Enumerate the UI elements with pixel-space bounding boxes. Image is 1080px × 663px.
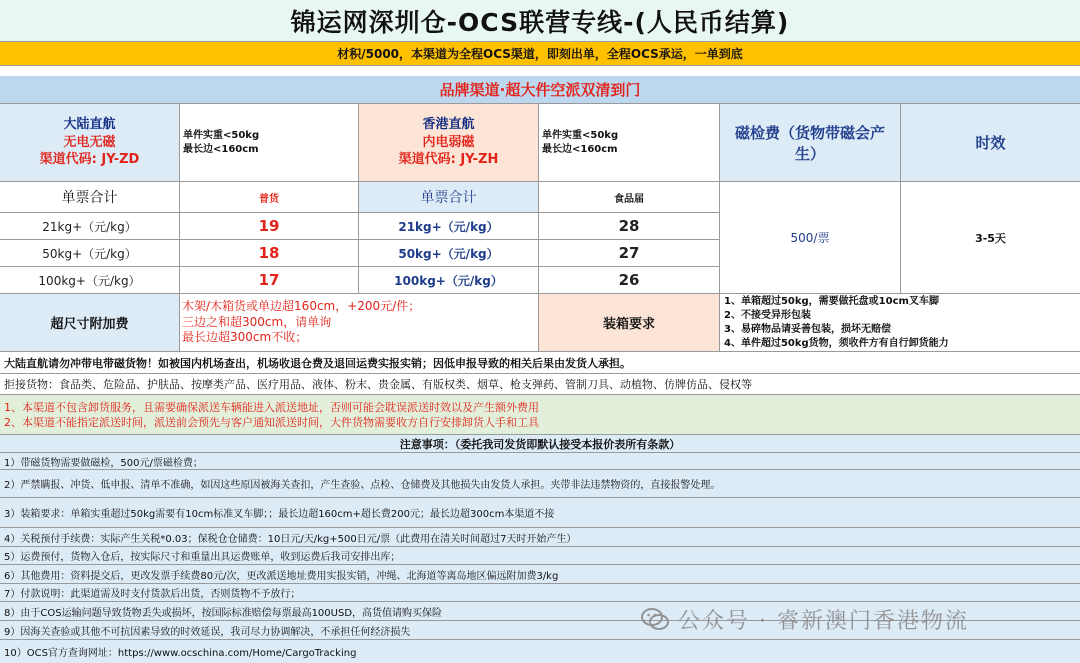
- oversize-row: [0, 294, 1080, 352]
- oversize-line: 三边之和超300cm，请单询: [182, 314, 332, 329]
- mainland-limit-length: 最长边<160cm: [183, 143, 259, 155]
- hk-limit-weight: 单件实重<50kg: [542, 130, 619, 141]
- mainland-rate-price-cell: [180, 240, 359, 266]
- magnetic-value: 500/票: [790, 231, 830, 245]
- rejected-text: 拒接货物：食品类、危险品、护肤品、按摩类产品、医疗用品、液体、粉末、贵金属、有版权类、烟草、枪支弹药、管制刀具、动植物、仿牌仿品、侵权等: [4, 378, 752, 391]
- oversize-detail-cell: [180, 294, 539, 351]
- note-text: 8）由于COS运输问题导致货物丢失或损坏，按国际标准赔偿每票最高100USD，高货值请购买保险: [4, 607, 443, 619]
- rejected-row: [0, 374, 1080, 395]
- packing-line: 1、单箱超过50kg，需要做托盘或10cm叉车脚: [724, 295, 939, 307]
- wechat-icon: [640, 606, 670, 632]
- note-text: 5）运费预付，货物入仓后，按实际尺寸和重量出具运费账单，收到运费后我司安排出库；: [4, 552, 401, 563]
- note-item: [0, 498, 1080, 528]
- hk-rate-price: 27: [618, 244, 640, 262]
- subtitle-bar: [0, 42, 1080, 66]
- note-text: 6）其他费用：资料提交后，更改发票手续费80元/次，更改派送地址费用实报实销，冲绳、北海道等离岛地区偏远附加费3/kg: [4, 570, 559, 582]
- hk-rate-label-cell: [359, 267, 539, 293]
- note-item: [0, 565, 1080, 584]
- mainland-cargo-type: 普货: [259, 193, 279, 205]
- packing-label: 装箱要求: [602, 317, 655, 332]
- brand-bar: [0, 66, 1080, 104]
- red-notes-row: [0, 395, 1080, 435]
- page-title-row: [0, 0, 1080, 42]
- mainland-channel-cell: [0, 104, 180, 181]
- mainland-desc: 无电无磁: [63, 134, 116, 150]
- magnetic-header: 磁检费（货物带磁会产生）: [734, 123, 885, 163]
- watermark-text: 公众号 · 睿新澳门香港物流: [678, 608, 969, 634]
- oversize-label: 超尺寸附加费: [50, 317, 129, 332]
- hk-desc: 内电弱磁: [422, 134, 475, 150]
- hk-rate-price: 28: [618, 217, 640, 235]
- watermark: [640, 604, 969, 634]
- hk-rate-price-cell: [539, 240, 720, 266]
- note-item: [0, 547, 1080, 565]
- warning-text: 大陆直航请勿冲带电带磁货物！如被国内机场查出，机场收退仓费及退回运费实报实销；因低申报导致的相关后果由发货人承担。: [4, 356, 631, 370]
- mainland-rate-label: 100kg+（元/kg）: [38, 273, 141, 288]
- oversize-label-cell: [0, 294, 180, 351]
- mainland-cargo-cell: [180, 182, 359, 212]
- hk-rate-price-cell: [539, 267, 720, 293]
- mainland-rate-price-cell: [180, 213, 359, 239]
- packing-detail-cell: [720, 294, 1080, 351]
- note-item: [0, 470, 1080, 498]
- mainland-rate-price: 17: [258, 271, 280, 289]
- channel-header-row: [0, 104, 1080, 182]
- note-item: [0, 453, 1080, 470]
- hk-rate-label-cell: [359, 213, 539, 239]
- hk-rate-label: 100kg+（元/kg）: [394, 273, 503, 288]
- notes-header: 注意事项：（委托我司发货即默认接受本报价表所有条款）: [399, 437, 681, 451]
- packing-line: 4、单件超过50kg货物，须收件方有自行卸货能力: [724, 337, 949, 349]
- magnetic-value-cell: [720, 182, 901, 294]
- brand-line: 品牌渠道·超大件空派双清到门: [439, 81, 641, 99]
- note-text: 7）付款说明：此渠道需及时支付货款后出货，否则货物不予放行；: [4, 589, 301, 600]
- mainland-rate-label-cell: [0, 240, 180, 266]
- warning-row: [0, 352, 1080, 374]
- hk-rate-label: 21kg+（元/kg）: [398, 219, 499, 234]
- hk-rate-label: 50kg+（元/kg）: [398, 246, 499, 261]
- mainland-code: 渠道代码: JY-ZD: [39, 152, 140, 168]
- packing-label-cell: [539, 294, 720, 351]
- magnetic-header-cell: [720, 104, 901, 181]
- note-item: [0, 584, 1080, 602]
- timing-value-cell: [901, 182, 1080, 294]
- hk-rate-price: 26: [618, 271, 640, 289]
- page-title: 锦运网深圳仓-OCS联营专线-(人民币结算): [290, 7, 790, 37]
- mainland-rate-price: 18: [258, 244, 280, 262]
- packing-line: 2、不接受异形包装: [724, 309, 811, 321]
- hk-total-label: 单票合计: [420, 190, 477, 206]
- hk-code: 渠道代码: JY-ZH: [398, 152, 499, 168]
- red-note: 1、本渠道不包含卸货服务，且需要确保派送车辆能进入派送地址，否则可能会耽误派送时效以及产生额外费用: [4, 401, 539, 414]
- note-item: [0, 640, 1080, 663]
- note-text: 4）关税预付手续费：实际产生关税*0.03；保税仓仓储费：10日元/天/kg+500日元/票（此费用在清关时间超过7天时开始产生）: [4, 533, 577, 545]
- note-text: 2）严禁瞒报、冲货、低申报、清单不准确，如因这些原因被海关查扣，产生查验、点检、仓储费及其他损失由发货人承担。夹带非法违禁物资的，直接报警处理。: [4, 480, 721, 491]
- hk-cargo-type: 食品届: [614, 193, 644, 205]
- mainland-rate-label-cell: [0, 267, 180, 293]
- hk-limit-length: 最长边<160cm: [542, 143, 618, 155]
- hk-total-cell: [359, 182, 539, 212]
- oversize-line: 最长边超300cm不收；: [182, 330, 308, 345]
- hk-channel-cell: [359, 104, 539, 181]
- timing-header-cell: [901, 104, 1080, 181]
- mainland-rate-price: 19: [258, 217, 280, 235]
- notes-header-row: [0, 435, 1080, 453]
- hk-limits-cell: [539, 104, 720, 181]
- red-note: 2、本渠道不能指定派送时间，派送前会预先与客户通知派送时间，大件货物需要收方自行安排卸货人手和工具: [4, 416, 539, 430]
- mainland-limits-cell: [180, 104, 359, 181]
- note-text: 3）装箱要求：单箱实重超过50kg需要有10cm标准叉车脚；；最长边超160cm+超长费200元；最长边超300cm本渠道不接: [4, 509, 555, 520]
- note-text: 1）带磁货物需要做磁检，500元/票磁检费；: [4, 457, 203, 469]
- mainland-total-label: 单票合计: [61, 190, 118, 206]
- subtitle-text: 材积/5000，本渠道为全程OCS渠道，即刻出单，全程OCS承运，一单到底: [337, 47, 743, 61]
- packing-line: 3、易碎物品请妥善包装，损坏无赔偿: [724, 323, 891, 335]
- timing-value: 3-5天: [975, 231, 1006, 245]
- hk-rate-label-cell: [359, 240, 539, 266]
- hk-cargo-cell: [539, 182, 720, 212]
- mainland-name: 大陆直航: [63, 117, 116, 133]
- note-item: [0, 528, 1080, 547]
- hk-name: 香港直航: [422, 117, 475, 133]
- note-text: 10）OCS官方查询网址：https://www.ocschina.com/Home/CargoTracking: [4, 648, 357, 659]
- mainland-rate-label: 21kg+（元/kg）: [42, 219, 137, 234]
- mainland-rate-label-cell: [0, 213, 180, 239]
- oversize-line: 木架/木箱货或单边超160cm，+200元/件；: [182, 299, 421, 314]
- timing-header: 时效: [975, 134, 1006, 152]
- mainland-limit-weight: 单件实重<50kg: [183, 130, 260, 141]
- note-text: 9）因海关查验或其他不可抗因素导致的时效延误，我司尽力协调解决，不承担任何经济损失: [4, 626, 411, 638]
- hk-rate-price-cell: [539, 213, 720, 239]
- mainland-rate-price-cell: [180, 267, 359, 293]
- mainland-rate-label: 50kg+（元/kg）: [42, 246, 137, 261]
- mainland-total-cell: [0, 182, 180, 212]
